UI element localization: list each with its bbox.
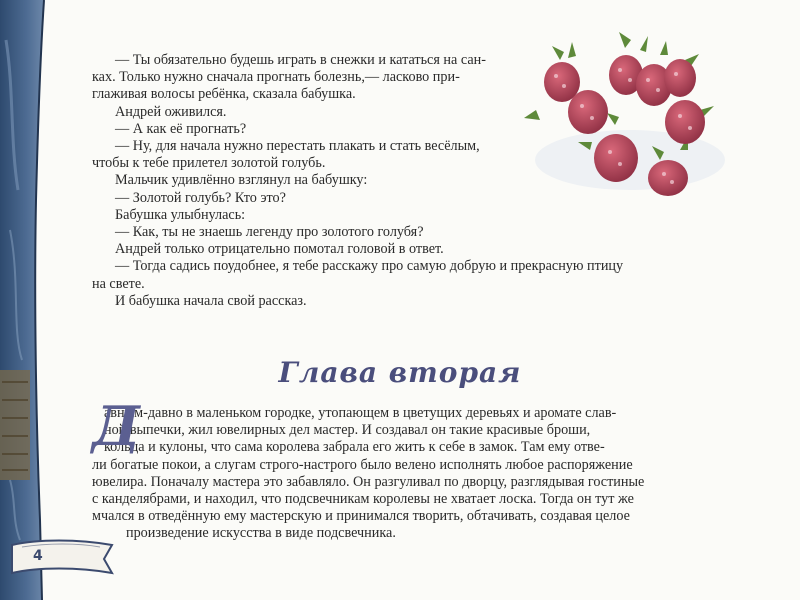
story-line: Андрей только отрицательно помотал головой в ответ.: [115, 241, 444, 258]
chapter-line: мчался в отведённую ему мастерскую и принимался творить, обтачивать, создавая целое: [92, 508, 630, 525]
chapter-line: ли богатые покои, а слугам строго-настрого было велено исполнять любое распоряжение: [92, 456, 633, 473]
story-line: Мальчик удивлённо взглянул на бабушку:: [115, 172, 368, 189]
chapter-line: произведение искусства в виде подсвечника.: [126, 525, 396, 542]
story-line: Бабушка улыбнулась:: [115, 206, 246, 223]
story-line: глаживая волосы ребёнка, сказала бабушка.: [92, 86, 356, 103]
story-line: — Ты обязательно будешь играть в снежки и кататься на сан-: [115, 52, 486, 68]
story-line: Андрей оживился.: [115, 103, 227, 120]
story-line: И бабушка начала свой рассказ.: [115, 292, 307, 309]
story-line: — Золотой голубь? Кто это?: [115, 189, 286, 206]
story-line: ках. Только нужно сначала прогнать болезнь,— ласково при-: [92, 69, 460, 86]
chapter-line: с канделябрами, и находил, что подсвечникам королевы не хватает лоска. Тогда он тут же: [92, 491, 634, 508]
drop-cap: Д: [92, 394, 141, 458]
story-line: на свете.: [92, 275, 145, 292]
story-text: [92, 52, 712, 310]
chapter-line: авным-давно в маленьком городке, утопающем в цветущих деревьях и аромате слав-: [104, 405, 617, 421]
story-line: — Тогда садись поудобнее, я тебе расскажу про самую добрую и прекрасную птицу: [115, 258, 624, 275]
chapter-text: [92, 394, 712, 543]
page-number: 4: [33, 548, 43, 564]
story-line: — Как, ты не знаешь легенду про золотого голубя?: [115, 224, 424, 241]
chapter-line: кольца и кулоны, что сама королева забрала его жить к себе в замок. Там ему отве-: [104, 439, 605, 456]
story-line: — Ну, для начала нужно перестать плакать и стать весёлым,: [115, 138, 480, 155]
chapter-line: ной выпечки, жил ювелирных дел мастер. И создавал он такие красивые броши,: [104, 422, 591, 439]
story-line: — А как её прогнать?: [115, 120, 247, 137]
chapter-title: Глава вторая: [278, 356, 522, 389]
chapter-line: ювелира. Поначалу мастера это забавляло. Он разгуливал по дворцу, разглядывая гостиные: [92, 473, 645, 490]
story-line: чтобы к тебе прилетел золотой голубь.: [92, 155, 326, 172]
page-ribbon: [8, 533, 118, 583]
